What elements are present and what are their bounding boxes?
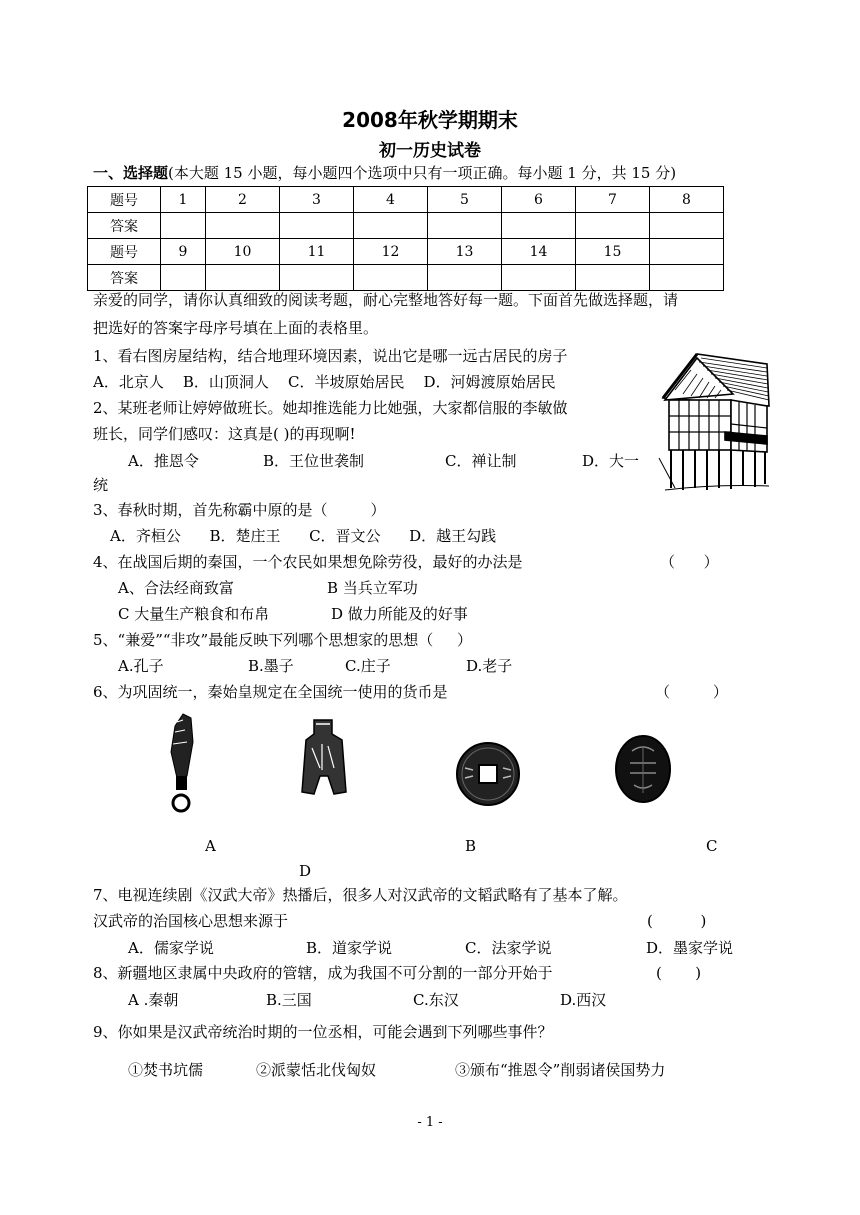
- option-b: B．王位世袭制: [263, 452, 365, 470]
- answer-cell[interactable]: [502, 213, 576, 239]
- option-c: C．禅让制: [445, 452, 517, 470]
- question-2-stem: 班长，同学们感叹：这真是( )的再现啊!: [93, 425, 356, 443]
- image-label-b: B: [465, 837, 477, 855]
- answer-cell[interactable]: [428, 265, 502, 291]
- table-cell: 1: [161, 187, 206, 213]
- answer-cell[interactable]: [650, 265, 724, 291]
- table-row: [88, 265, 724, 291]
- table-cell: 13: [428, 239, 502, 265]
- question-7-stem: 汉武帝的治国核心思想来源于: [93, 912, 289, 930]
- option-a: A .秦朝: [128, 991, 179, 1009]
- answer-cell[interactable]: [161, 265, 206, 291]
- option-d: D.老子: [466, 657, 513, 675]
- question-4-stem: 4、在战国后期的秦国，一个农民如果想免除劳役，最好的办法是: [93, 553, 523, 571]
- table-cell: 答案: [88, 265, 161, 291]
- question-8-stem: 8、新疆地区隶属中央政府的管辖，成为我国不可分割的一部分开始于: [93, 964, 553, 982]
- option-d-wrap: 统: [93, 476, 109, 494]
- table-cell: 5: [428, 187, 502, 213]
- question-3-options: A．齐桓公 B．楚庄王 C．晋文公 D．越王勾践: [110, 527, 497, 545]
- option-c: C.东汉: [413, 991, 459, 1009]
- table-row: [88, 239, 724, 265]
- option-d: D．大一: [582, 452, 640, 470]
- answer-cell[interactable]: [576, 213, 650, 239]
- answer-paren: （ ）: [655, 683, 728, 701]
- table-cell: 4: [354, 187, 428, 213]
- table-row: [88, 213, 724, 239]
- option-c: C．法家学说: [465, 939, 552, 957]
- shell-coin-image: [612, 733, 674, 805]
- option-a: A．推恩令: [128, 452, 199, 470]
- option-a: A、合法经商致富: [118, 579, 234, 597]
- answer-cell[interactable]: [502, 265, 576, 291]
- table-cell: 8: [650, 187, 724, 213]
- answer-cell[interactable]: [206, 213, 280, 239]
- page-number: - 1 -: [417, 1115, 443, 1130]
- table-cell: 6: [502, 187, 576, 213]
- table-row: [88, 187, 724, 213]
- table-cell: 7: [576, 187, 650, 213]
- answer-cell[interactable]: [428, 213, 502, 239]
- table-cell: 题号: [88, 187, 161, 213]
- intro-line: 把选好的答案字母序号填在上面的表格里。: [93, 319, 379, 337]
- question-5-stem: 5、“兼爱”“非攻”最能反映下列哪个思想家的思想（ ）: [93, 631, 473, 649]
- knife-coin-image: [163, 712, 199, 814]
- exam-title: 2008年秋学期期末: [342, 108, 518, 132]
- option-d: D．墨家学说: [646, 939, 734, 957]
- answer-cell[interactable]: [354, 265, 428, 291]
- option-c: C.庄子: [345, 657, 391, 675]
- option-b: B.墨子: [248, 657, 294, 675]
- question-1-stem: 1、看右图房屋结构，结合地理环境因素，说出它是哪一远古居民的房子: [93, 347, 568, 365]
- answer-paren: （ ）: [660, 553, 719, 571]
- answer-cell[interactable]: [280, 265, 354, 291]
- table-cell: 14: [502, 239, 576, 265]
- intro-line: 亲爱的同学，请你认真细致的阅读考题，耐心完整地答好每一题。下面首先做选择题，请: [93, 291, 679, 309]
- answer-cell[interactable]: [576, 265, 650, 291]
- spade-coin-image: [298, 718, 350, 798]
- answer-cell[interactable]: [650, 213, 724, 239]
- question-3-stem: 3、春秋时期，首先称霸中原的是（ ）: [93, 501, 386, 519]
- question-9-stem: 9、你如果是汉武帝统治时期的一位丞相，可能会遇到下列哪些事件？: [93, 1023, 553, 1041]
- image-label-a: A: [205, 837, 216, 855]
- table-cell: 10: [206, 239, 280, 265]
- question-6-stem: 6、为巩固统一，秦始皇规定在全国统一使用的货币是: [93, 683, 448, 701]
- table-cell: [650, 239, 724, 265]
- table-cell: 题号: [88, 239, 161, 265]
- question-2-stem: 2、某班老师让婷婷做班长。她却推选能力比她强，大家都信服的李敏做: [93, 399, 568, 417]
- option-b: B.三国: [266, 991, 312, 1009]
- question-1-options: A．北京人 B．山顶洞人 C．半坡原始居民 D．河姆渡原始居民: [93, 373, 556, 391]
- answer-cell[interactable]: [280, 213, 354, 239]
- table-cell: 15: [576, 239, 650, 265]
- option-a: A．儒家学说: [128, 939, 214, 957]
- answer-cell[interactable]: [354, 213, 428, 239]
- question-7-stem: 7、电视连续剧《汉武大帝》热播后，很多人对汉武帝的文韬武略有了基本了解。: [93, 886, 628, 904]
- section-note: (本大题 15 小题，每小题四个选项中只有一项正确。每小题 1 分，共 15 分): [168, 164, 677, 182]
- answer-paren: ( ): [656, 964, 702, 982]
- option-d: D 做力所能及的好事: [331, 605, 468, 623]
- image-label-d: D: [299, 862, 312, 880]
- image-label-c: C: [706, 837, 718, 855]
- table-cell: 3: [280, 187, 354, 213]
- ban-liang-coin-image: [453, 740, 523, 808]
- section-heading: [93, 162, 676, 184]
- answer-cell[interactable]: [161, 213, 206, 239]
- answer-cell[interactable]: [206, 265, 280, 291]
- option-b: B 当兵立军功: [327, 579, 418, 597]
- table-cell: 答案: [88, 213, 161, 239]
- list-item: ①焚书坑儒: [128, 1061, 204, 1079]
- section-title: 一、选择题: [93, 164, 169, 182]
- option-c: C 大量生产粮食和布帛: [118, 605, 270, 623]
- stilt-house-image: [655, 348, 773, 494]
- option-a: A.孔子: [118, 657, 164, 675]
- option-b: B．道家学说: [306, 939, 393, 957]
- answer-table: [87, 186, 724, 291]
- option-d: D.西汉: [560, 991, 607, 1009]
- table-cell: 2: [206, 187, 280, 213]
- list-item: ②派蒙恬北伐匈奴: [256, 1061, 377, 1079]
- answer-paren: ( ): [647, 912, 707, 930]
- table-cell: 11: [280, 239, 354, 265]
- table-cell: 9: [161, 239, 206, 265]
- table-cell: 12: [354, 239, 428, 265]
- exam-subtitle: 初一历史试卷: [379, 141, 481, 161]
- list-item: ③颁布“推恩令”削弱诸侯国势力: [455, 1061, 666, 1079]
